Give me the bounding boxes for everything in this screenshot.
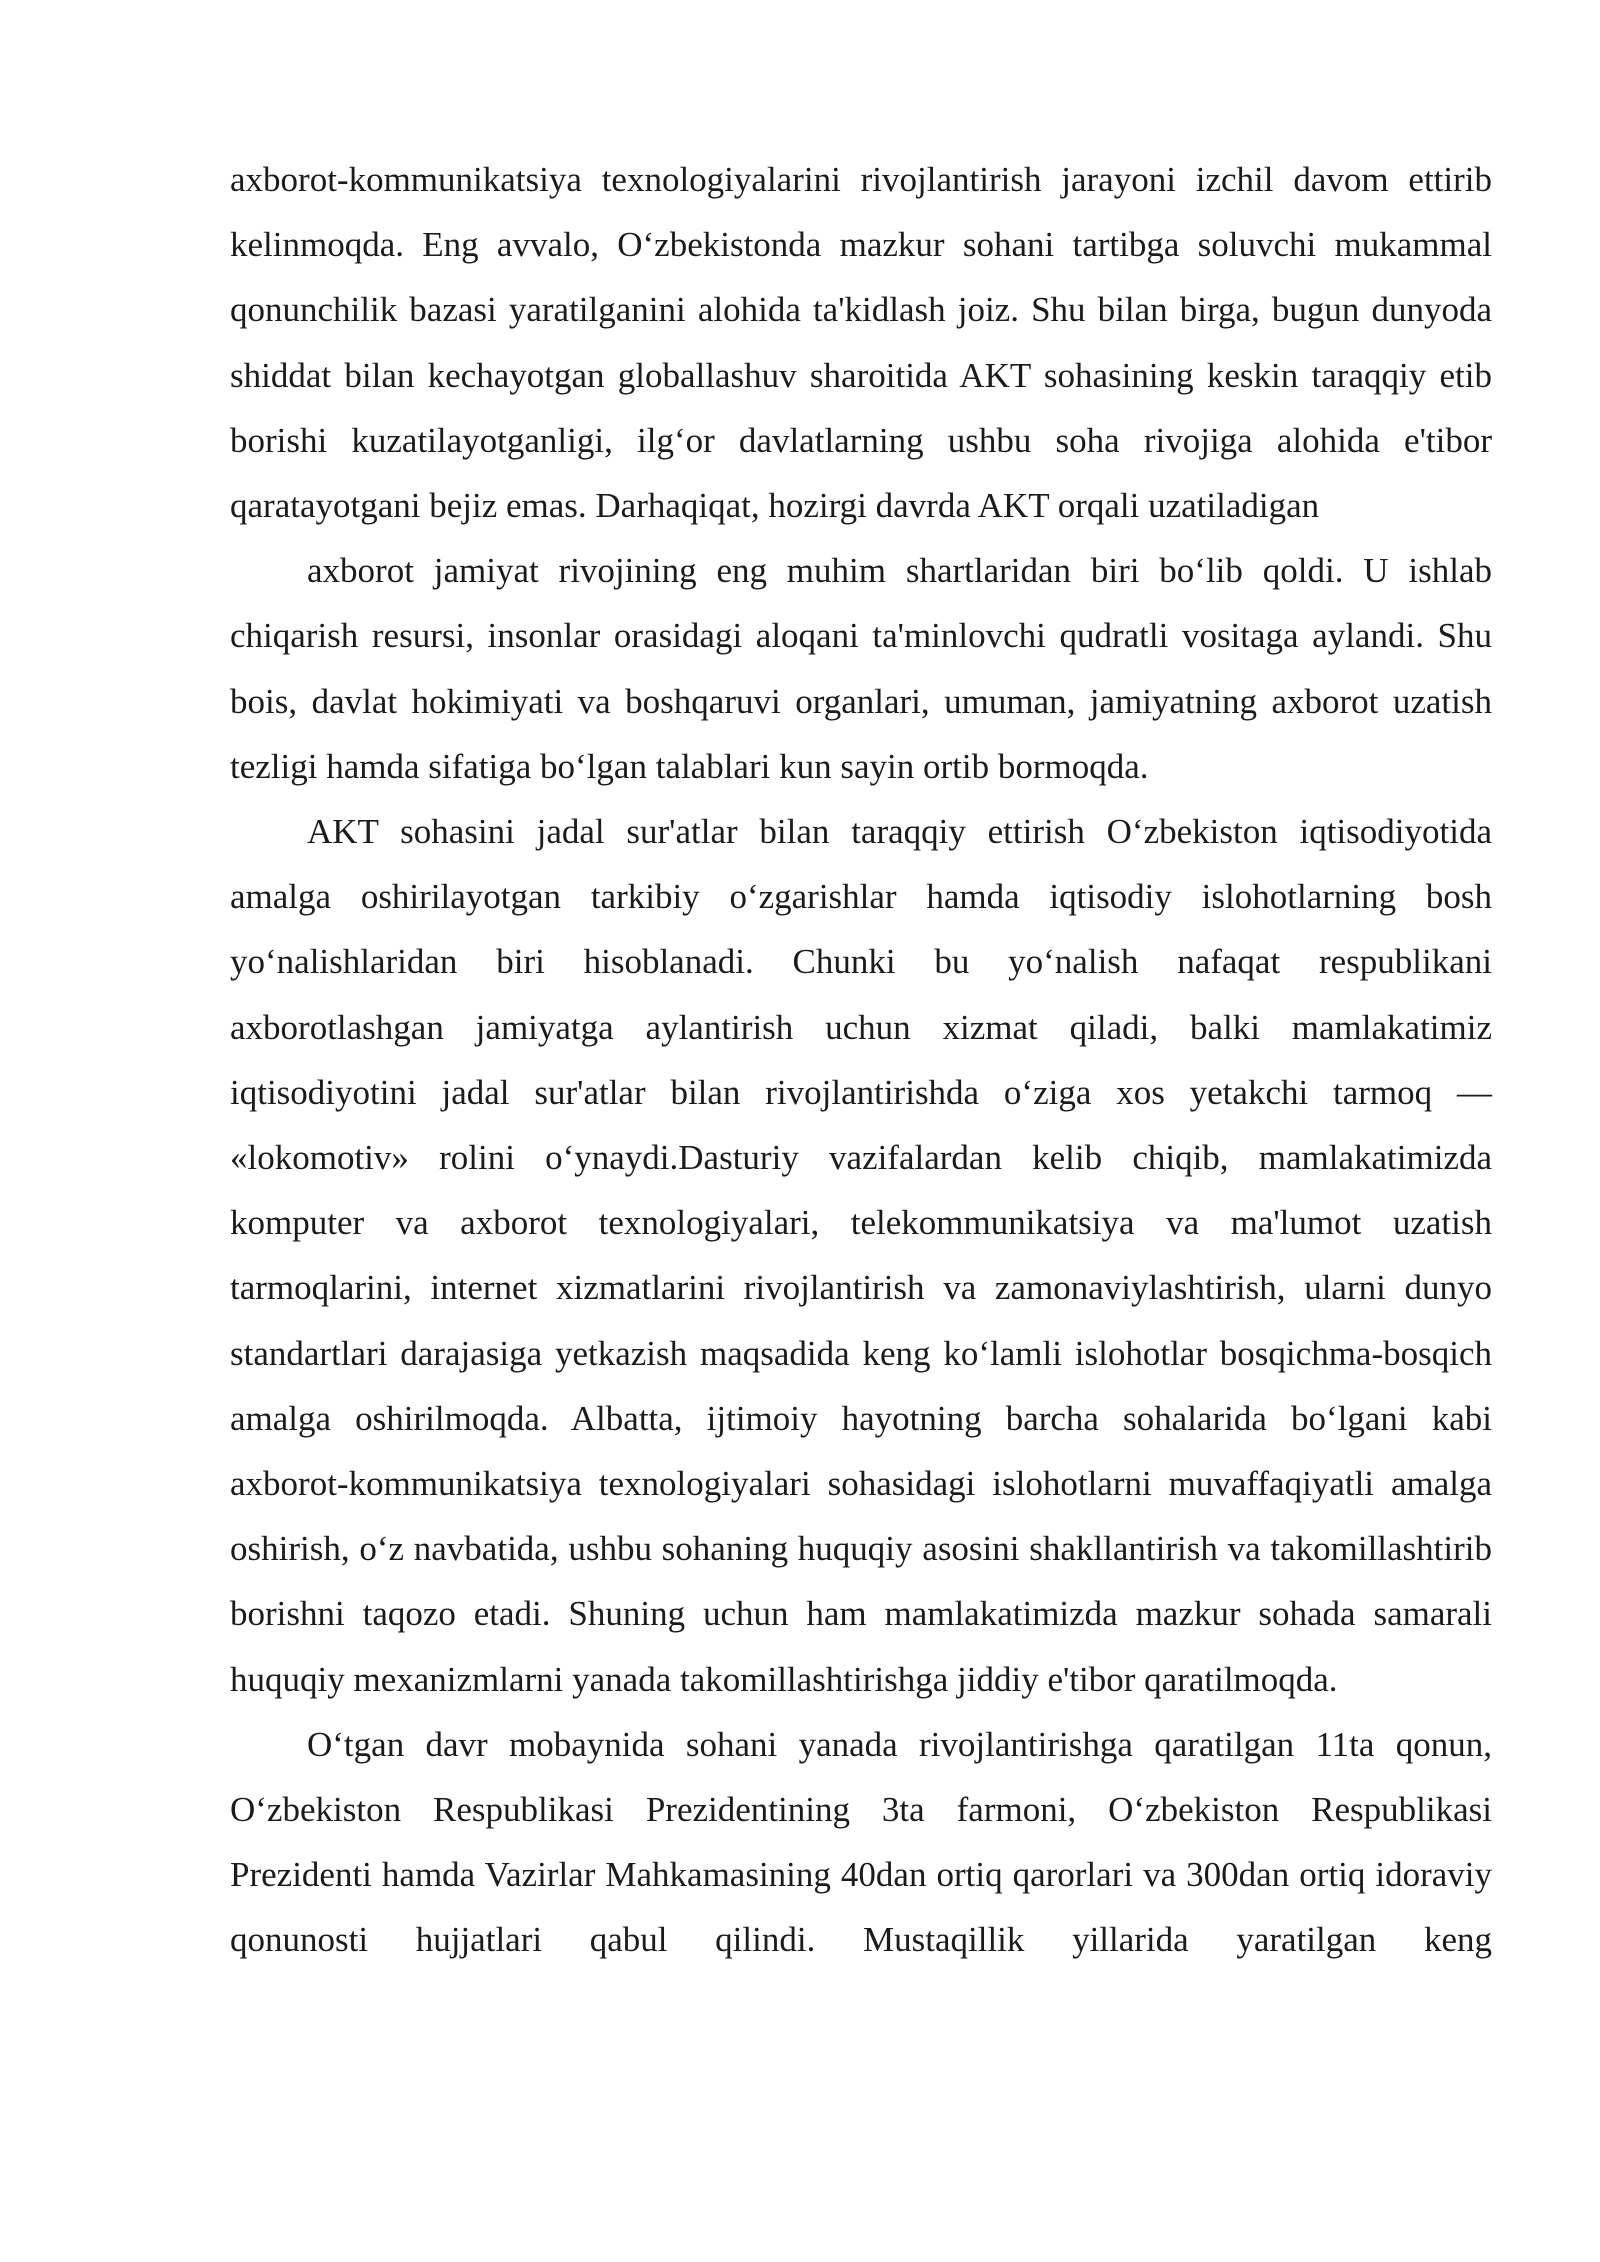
paragraph-1: axborot-kommunikatsiya texnologiyalarini rivojlantirish jarayoni izchil davom ettirib kelinmoqda. Eng avvalo, O‘zbekistonda mazkur sohani tartibga soluvchi mukammal qonunchilik bazasi yaratilganini alohida ta'kidlash joiz. Shu bilan birga, bugun dunyoda shiddat bilan kechayotgan globallashuv sharoitida AKT sohasining keskin taraqqiy etib borishi kuzatilayotganligi, ilg‘or davlatlarning ushbu soha rivojiga alohida e'tibor qaratayotgani bejiz emas. Darhaqiqat, hozirgi davrda AKT orqali uzatiladigan bbox=[230, 160, 1492, 526]
paragraph-3: AKT sohasini jadal sur'atlar bilan taraqqiy ettirish O‘zbekiston iqtisodiyotida amalga oshirilayotgan tarkibiy o‘zgarishlar hamda iqtisodiy islohotlarning bosh yo‘nalishlaridan biri hisoblanadi. Chunki bu yo‘nalish nafaqat respublikani axborotlashgan jamiyatga aylantirish uchun xizmat qiladi, balki mamlakatimiz iqtisodiyotini jadal sur'atlar bilan rivojlantirishda o‘ziga xos yetakchi tarmoq — «lokomotiv» rolini o‘ynaydi.Dasturiy vazifalardan kelib chiqib, mamlakatimizda komputer va axborot texnologiyalari, telekommunikatsiya va ma'lumot uzatish tarmoqlarini, internet xizmatlarini rivojlantirish va zamonaviylashtirish, ularni dunyo standartlari darajasiga yetkazish maqsadida keng ko‘lamli islohotlar bosqichma-bosqich amalga oshirilmoqda. Albatta, ijtimoiy hayotning barcha sohalarida bo‘lgani kabi axborot-kommunikatsiya texnologiyalari sohasidagi islohotlarni muvaffaqiyatli amalga oshirish, o‘z navbatida, ushbu sohaning huquqiy asosini shakllantirish va takomillashtirib borishni taqozo etadi. Shuning uchun ham mamlakatimizda mazkur sohada samarali huquqiy mexanizmlarni yanada takomillashtirishga jiddiy e'tibor qaratilmoqda. bbox=[230, 812, 1492, 1699]
paragraph-4: O‘tgan davr mobaynida sohani yanada rivojlantirishga qaratilgan 11ta qonun, O‘zbekiston Respublikasi Prezidentining 3ta farmoni, O‘zbekiston Respublikasi Prezidenti hamda Vazirlar Mahkamasining 40dan ortiq qarorlari va 300dan ortiq idoraviy qonunosti hujjatlari qabul qilindi. Mustaqillik yillarida yaratilgan keng bbox=[230, 1724, 1492, 1960]
paragraph-2: axborot jamiyat rivojining eng muhim shartlaridan biri bo‘lib qoldi. U ishlab chiqarish resursi, insonlar orasidagi aloqani ta'minlovchi qudratli vositaga aylandi. Shu bois, davlat hokimiyati va boshqaruvi organlari, umuman, jamiyatning axborot uzatish tezligi hamda sifatiga bo‘lgan talablari kun sayin ortib bormoqda. bbox=[230, 551, 1492, 786]
document-body bbox=[230, 147, 1492, 1973]
